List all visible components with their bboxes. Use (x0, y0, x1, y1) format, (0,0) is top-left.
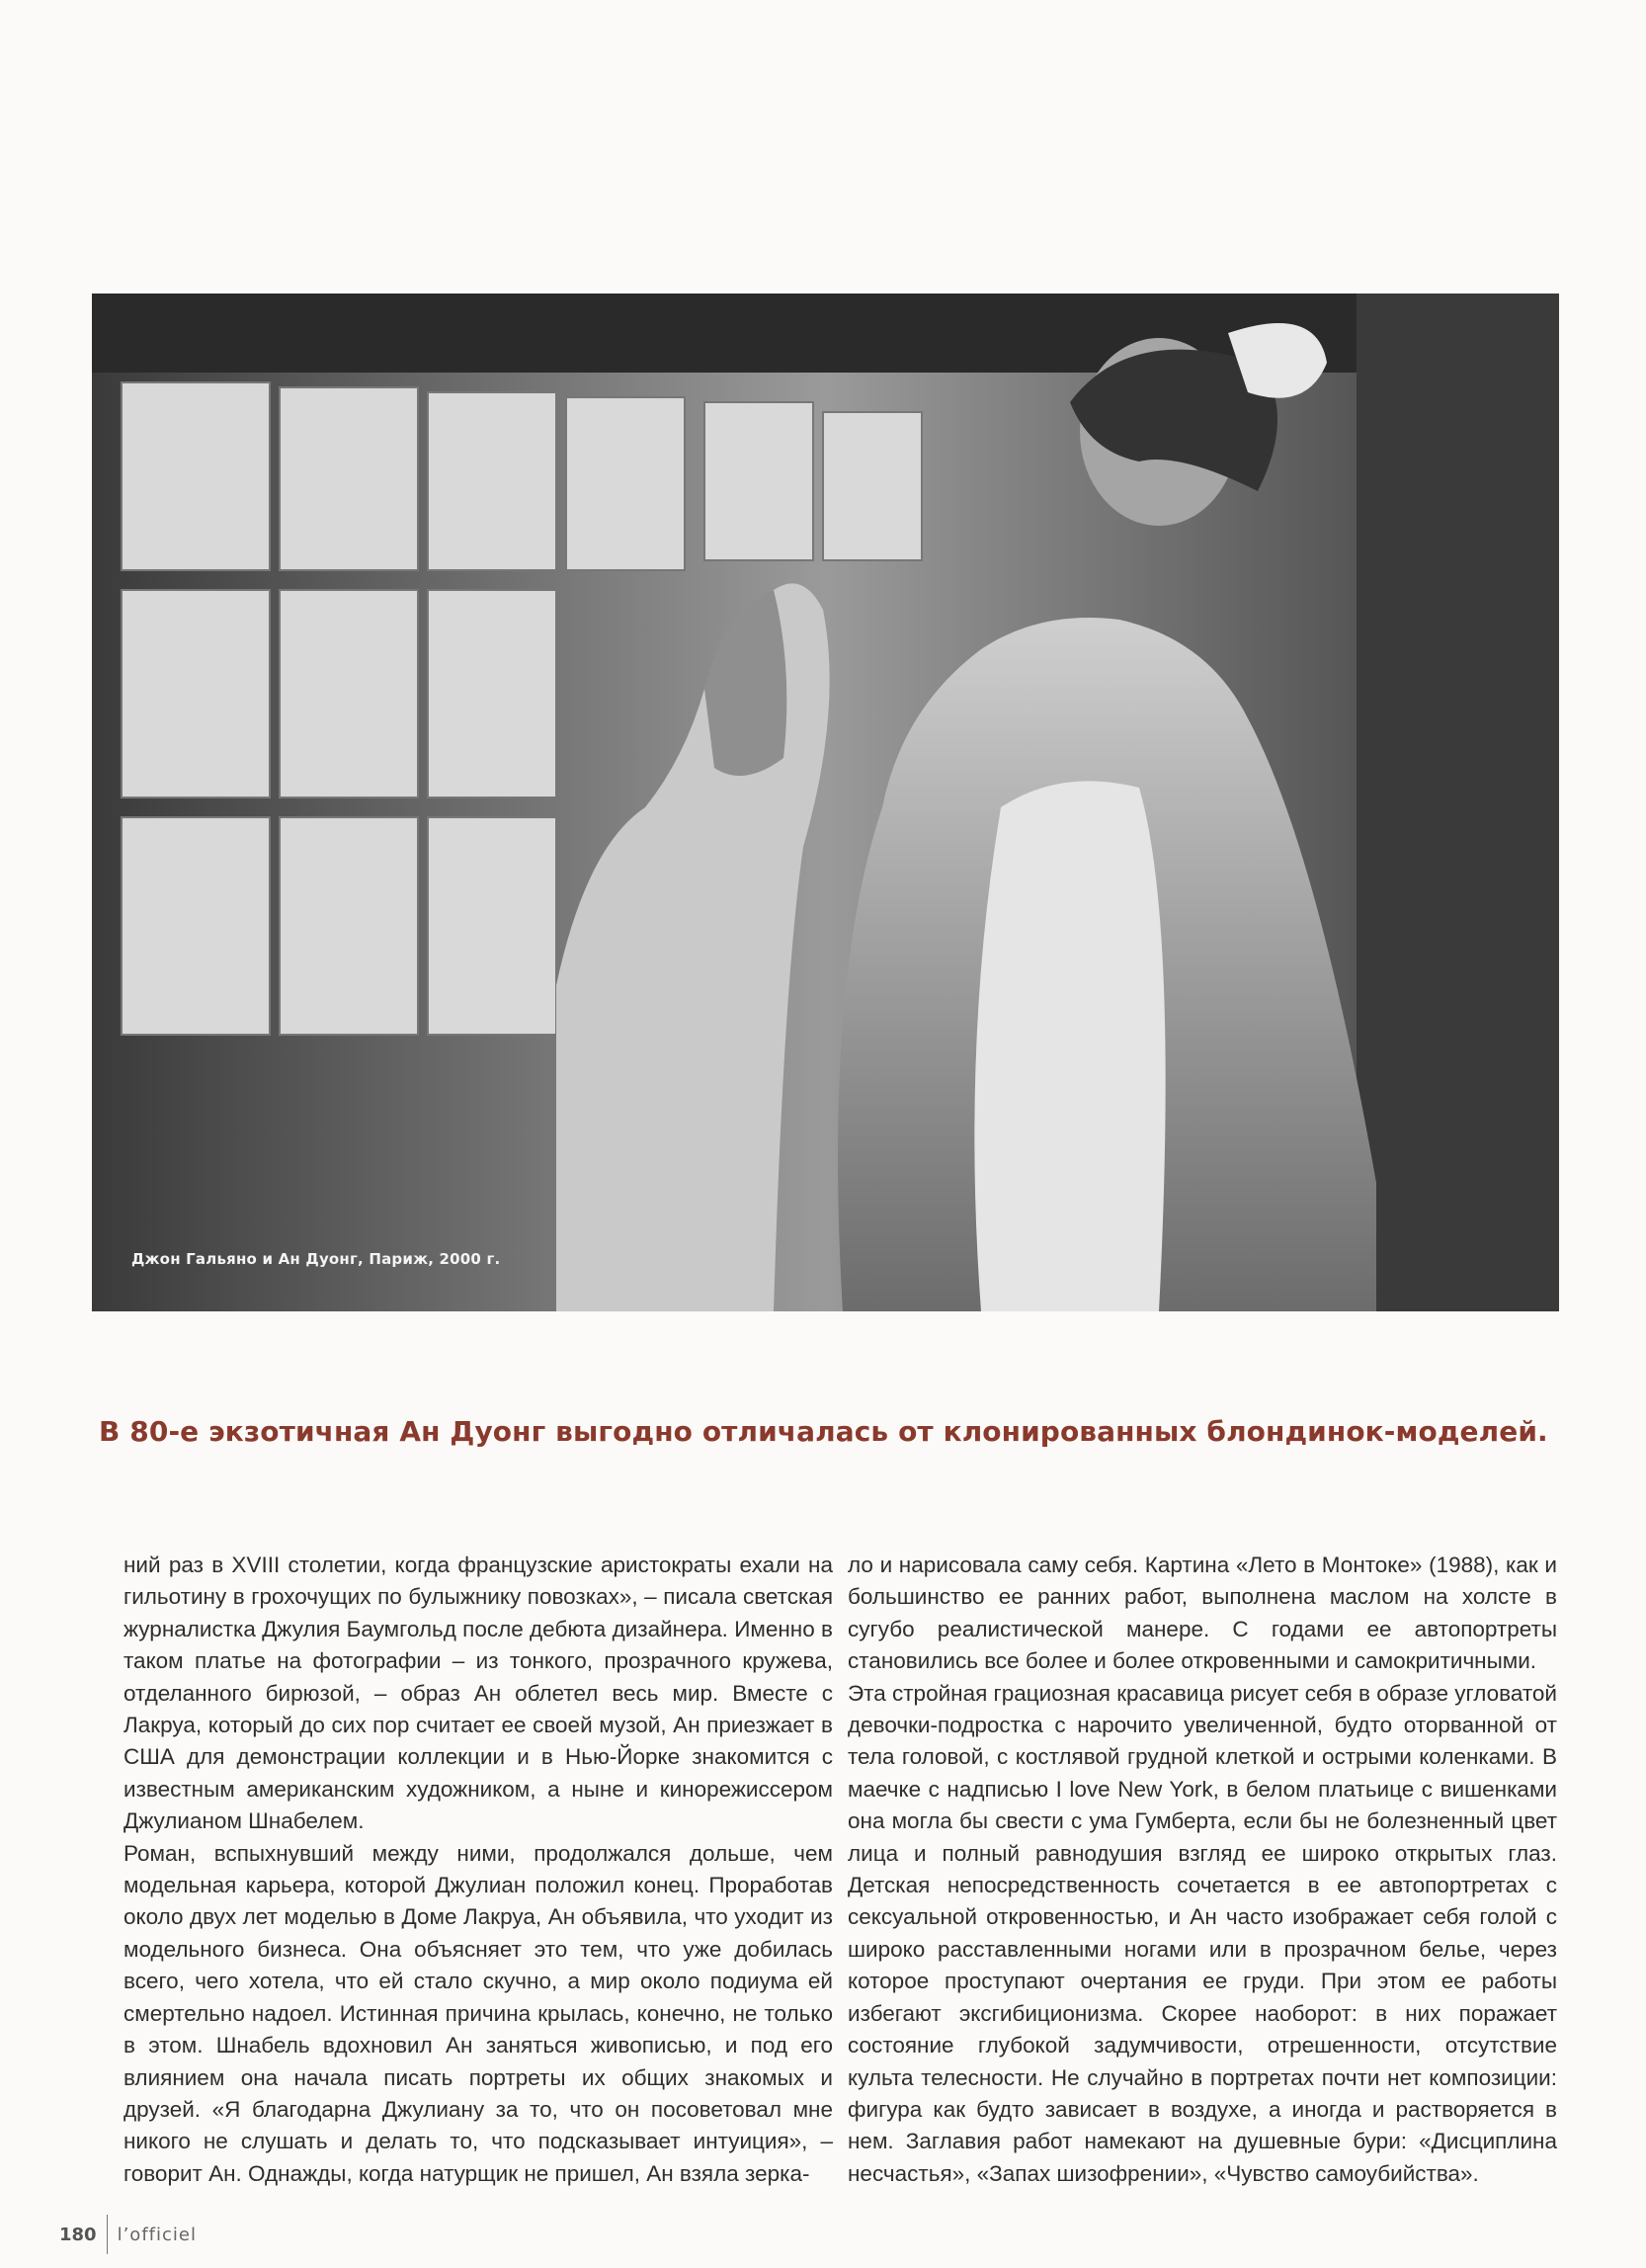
footer-divider (107, 2215, 108, 2254)
page-footer (59, 2222, 197, 2247)
paragraph: ний раз в XVIII столетии, когда французские аристократы ехали на гильотину в грохочущих по булыжнику повозках», – писала светская журналистка Джулия Баумгольд после дебюта дизайнера. Именно в таком платье на фотографии – из тонкого, прозрачного кружева, отделанного бирюзой, – образ Ан облетел весь мир. Вместе с Лакруа, который до сих пор считает ее своей музой, Ан приезжает в США для демонстрации коллекции и в Нью-Йорке знакомится с известным американским художником, а ныне и кинорежиссером Джулианом Шнабелем. (123, 1553, 833, 1834)
photo-caption: Джон Гальяно и Ан Дуонг, Париж, 2000 г. (131, 1250, 501, 1268)
pull-quote: В 80-е экзотичная Ан Дуонг выгодно отличалась от клонированных блондинок-моделей. (99, 1415, 1548, 1448)
magazine-name: l’officiel (117, 2224, 197, 2245)
article-photo (92, 294, 1559, 1311)
paragraph: Эта стройная грациозная красавица рисует себя в образе угловатой девочки-подростка с нарочито увеличенной, будто оторванной от тела головой, с костлявой грудной клеткой и острыми коленками. В маечке с надписью I love New York, в белом платьице с вишенками она могла бы свести с ума Гумберта, если бы не болезненный цвет лица и полный равнодушия взгляд ее широко открытых глаз. Детская непосредственность сочетается в ее автопортретах с сексуальной откровенностью, и Ан часто изображает себя голой с широко расставленными ногами или в прозрачном белье, через которое проступают очертания ее груди. При этом ее работы избегают эксгибиционизма. Скорее наоборот: в них поражает состояние глубокой задумчивости, отрешенности, отсутствие культа телесности. Не случайно в портретах почти нет композиции: фигура как будто зависает в воздухе, а иногда и растворяется в нем. Заглавия работ намекают на душевные бури: «Дисциплина несчастья», «Запах шизофрении», «Чувство самоубийства». (848, 1680, 1557, 2186)
text-column-left (123, 1550, 833, 2190)
page-number: 180 (59, 2224, 97, 2245)
paragraph: Роман, вспыхнувший между ними, продолжался дольше, чем модельная карьера, которой Джулиан положил конец. Проработав около двух лет моделью в Доме Лакруа, Ан объявила, что уходит из модельного бизнеса. Она объясняет это тем, что уже добилась всего, чего хотела, что ей стало скучно, а мир около подиума ей смертельно надоел. Истинная причина крылась, конечно, не только в этом. Шнабель вдохновил Ан заняться живописью, и под его влиянием она начала писать портреты их общих знакомых и друзей. «Я благодарна Джулиану за то, что он посоветовал мне никого не слушать и делать то, что подсказывает интуиция», – говорит Ан. Однажды, когда натурщик не пришел, Ан взяла зерка- (123, 1840, 833, 2186)
photo-illustration (92, 294, 1559, 1311)
text-column-right (848, 1550, 1557, 2190)
paragraph: ло и нарисовала саму себя. Картина «Лето в Монтоке» (1988), как и большинство ее ранних работ, выполнена маслом на холсте в сугубо реалистической манере. С годами ее автопортреты становились все более и более откровенными и самокритичными. (848, 1553, 1557, 1674)
